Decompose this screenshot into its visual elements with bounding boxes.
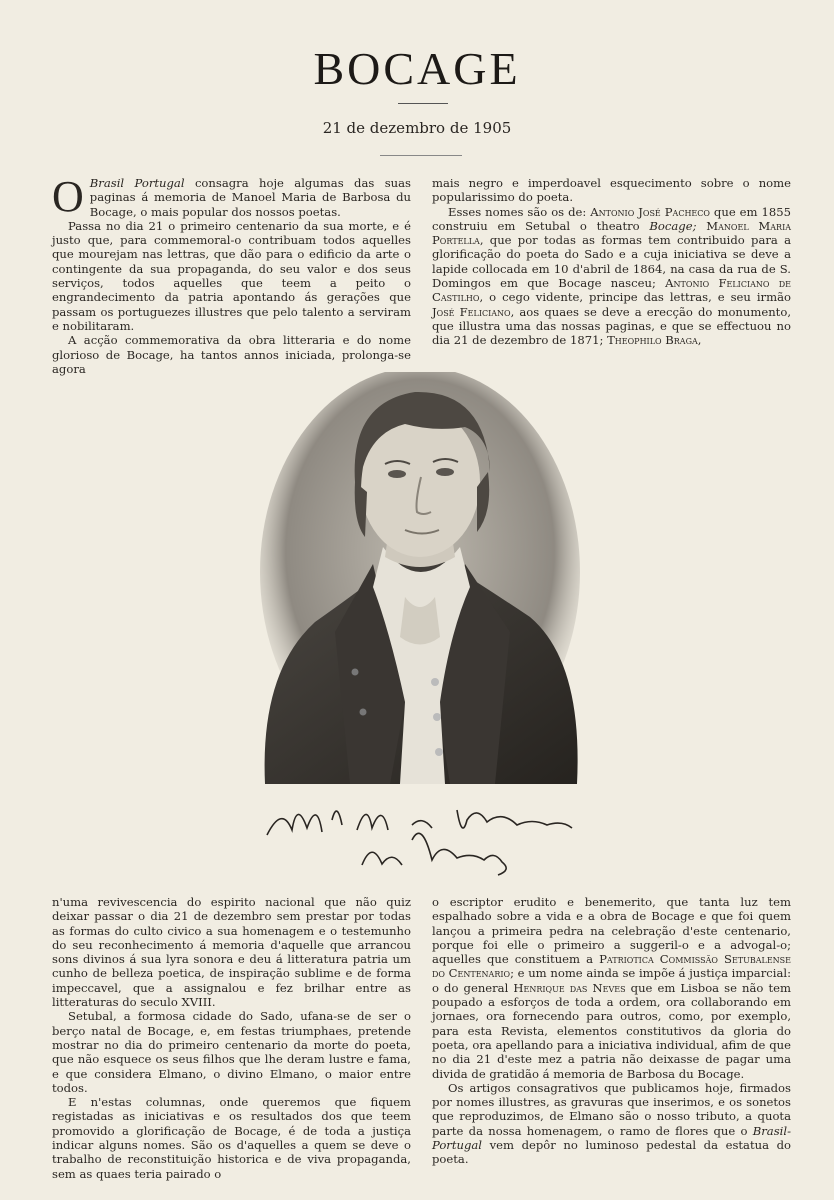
theatre-name: Bocage; [649,218,697,233]
coat-button [431,678,439,686]
text: vem depôr no luminoso pedestal da estatua do poeta. [432,1138,791,1167]
paragraph [432,1081,791,1167]
text: Os artigos consagrativos que publicamos hoje, firmados por nomes illustres, as gravuras que inserimos, e os sonetos que reproduzimos, de Elmano são o nosso tributo, a quota parte da nossa homenagem, o ramo de flores que o [432,1080,791,1138]
page-title: BOCAGE [313,43,521,94]
text: o escriptor erudito e benemerito, que tanta luz tem espalhado sobre a vida e a obra de Bocage e que foi quem lançou a primeira pedra na celebração d'este centenario, porque foi elle o primeiro a suggeril-o e a advogal-o; aquelles que constituem a [432,895,791,967]
century: XVIII. [181,995,216,1010]
bottom-left-column [52,895,411,1181]
paragraph [432,205,791,348]
top-left-column [52,172,412,376]
coat-button [433,713,441,721]
portrait-engraving [255,372,585,784]
person-name: Antonio Feliciano de Castilho [432,276,791,305]
person-name: José Feliciano [432,304,511,319]
text: , que por todas as formas tem contribuido para a glorificação do poeta do Sado e a cuja iniciativa se deve a lapide collocada em 10 d'abril de 1864, na casa da rua de S. Domingos em que Bocage nasceu; [432,233,791,291]
coat-button [435,748,443,756]
magazine-name: Brasil-Portugal [432,1123,791,1153]
text: ; e um nome ainda se impõe á justiça imparcial: o do general [432,966,791,995]
intro-paragraph [52,172,412,221]
commission-name: Patriotica Commissão Setubalense do Centenario [432,952,791,981]
paragraph: E n'estas columnas, onde queremos que fiquem registadas as iniciativas e os resultados dos que teem promovido a glorificação de Bocage, é de toda a justiça indicar alguns nomes. São os d'aquelles a quem se deve o trabalho de reconstituição historica e de viva propaganda, sem as quaes teria pairado o [52,1095,411,1181]
intro-text: consagra hoje algumas das suas paginas á memoria de Manoel Maria de Barbosa du Bocage, o mais popular dos nossos poetas. [89,176,412,219]
left-eye [388,470,406,478]
text: n'uma revivescencia do espirito nacional que não quiz deixar passar o dia 21 de dezembro sem prestar por todas as formas do culto civico a sua homenagem e o testemunho do seu reconhecimento á memoria d'aquelle que arrancou sons divinos á sua lyra sonora e deu á litteratura patria um cunho de belleza poetica, de inspiração sublime e de forma impeccavel, que a assignalou e fez brilhar entre as litteraturas do seculo [52,895,411,1010]
text: Esses nomes são os de: [448,204,591,219]
text [697,219,707,233]
text: que em 1855 construiu em Setubal o theatro [432,204,791,233]
coat-button [352,669,359,676]
handwritten-signature [262,780,582,880]
paragraph [52,895,411,1009]
right-eye [436,468,454,476]
paragraph: Setubal, a formosa cidade do Sado, ufana-se de ser o berço natal de Bocage, e, em festas triumphaes, pretende mostrar no dia do primeiro centenario da morte do poeta, que não esquece os seus filhos que lhe deram lustre e fama, e que considera Elmano, o divino Elmano, o maior entre todos. [52,1009,411,1095]
person-name: Henrique das Neves [513,980,626,995]
paragraph: mais negro e imperdoavel esquecimento sobre o nome popularissimo do poeta. [432,176,791,205]
person-name: Manoel Maria Portella [432,218,792,248]
paragraph: A acção commemorativa da obra litteraria e do nome glorioso de Bocage, ha tantos annos iniciada, prolonga-se agora [52,333,411,376]
text: que em Lisboa se não tem poupado a esforços de toda a ordem, ora collaborando em jornaes, ora fornecendo para outros, como, por exemplo, para esta Revista, elementos constitutivos da gloria do poeta, ora apellando para a iniciativa individual, afim de que no dia 21 d'este mez a patria não deixasse de pagar uma divida de gratidão á memoria de Barbosa du Bocage. [432,980,791,1081]
drop-cap: O [52,172,84,221]
text: , aos quaes se deve a erecção do monumento, que illustra uma das nossas paginas, e que se effectuou no dia 21 de dezembro de 1871; [432,304,792,348]
paragraph [432,895,791,1081]
title-rule [398,103,448,104]
person-name: Antonio José Pacheco [590,204,710,219]
issue-date: 21 de dezembro de 1905 [322,119,512,137]
top-right-column [432,176,791,348]
date-rule [380,155,462,156]
bottom-right-column [432,895,791,1167]
coat-button [360,709,367,716]
person-name: Theophilo Braga, [607,333,702,348]
magazine-name: Brasil Portugal [89,176,185,190]
paragraph: Passa no dia 21 o primeiro centenario da sua morte, e é justo que, para commemoral-o contribuam todos aquelles que mourejam nas lettras, que dão para o edificio da arte o contingente da sua propaganda, do seu valor e dos seus serviços, todos aquelles que teem a peito o engrandecimento da patria apontando ás gerações que passam os portuguezes illustres que pelo talento a serviram e nobilitaram. [52,218,411,333]
text: , o cego vidente, principe das lettras, e seu irmão [479,290,791,305]
